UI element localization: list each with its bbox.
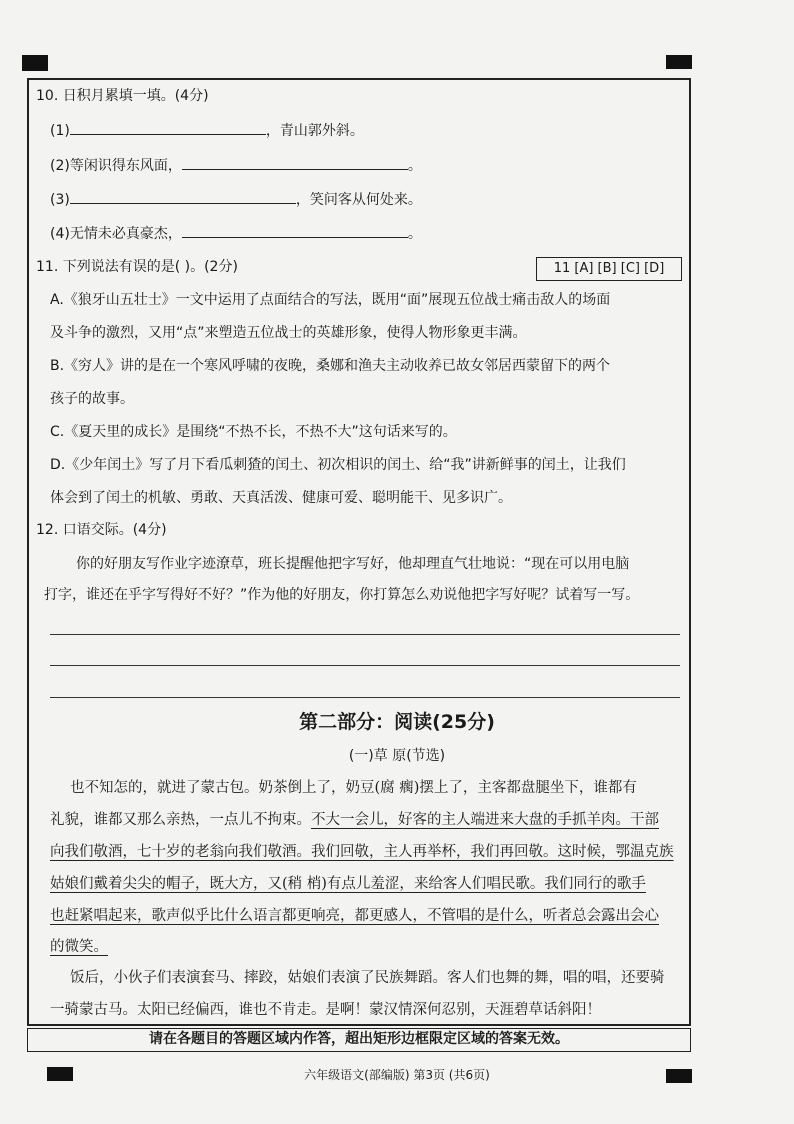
reading-p2-line1: 饭后，小伙子们表演套马、摔跤，姑娘们表演了民族舞蹈。客人们也舞的舞，唱的唱，还要骑 — [70, 970, 665, 986]
q10-item-3-text: ，笑问客从何处来。 — [295, 192, 422, 208]
q11-option-b-line1: B.《穷人》讲的是在一个寒风呼啸的夜晚，桑娜和渔夫主动收养已故女邻居西蒙留下的两个 — [50, 358, 611, 374]
q11-option-b-line2: 孩子的故事。 — [50, 391, 134, 407]
registration-mark-top-right — [666, 55, 692, 69]
q11-option-c: C.《夏天里的成长》是围绕“不热不长，不热不大”这句话来写的。 — [50, 424, 457, 440]
q10-item-2-text: (2)等闲识得东风面， — [50, 158, 182, 174]
q10-item-4 — [50, 223, 422, 244]
q10-item-3-label: (3) — [50, 192, 70, 208]
reading-p1-line5: 也赶紧唱起来，歌声似乎比什么语言都更响亮，都更感人，不管唱的是什么，听者总会露出会心 — [50, 908, 659, 924]
q10-item-4-text: (4)无情未必真豪杰， — [50, 226, 182, 242]
q10-item-3-blank[interactable] — [70, 189, 296, 204]
q10-item-1-blank[interactable] — [70, 120, 266, 135]
section2-title: 第二部分：阅读(25分) — [299, 711, 495, 733]
q10-item-1 — [50, 120, 364, 141]
q10-item-4-blank[interactable] — [182, 223, 408, 238]
q12-heading: 12. 口语交际。(4分) — [36, 522, 167, 538]
q10-heading: 10. 日积月累填一填。(4分) — [36, 88, 209, 104]
reading-p1-line6: 的微笑。 — [50, 939, 108, 955]
q12-answer-line-1[interactable] — [50, 634, 680, 635]
q11-option-d-line1: D.《少年闰土》写了月下看瓜刺猹的闰土、初次相识的闰土、给“我”讲新鲜事的闰土，让我们 — [50, 457, 626, 473]
reading-p1-line3: 向我们敬酒，七十岁的老翁向我们敬酒。我们回敬，主人再举杯，我们再回敬。这时候，鄂温克族 — [50, 844, 674, 860]
q12-prompt-line1: 你的好朋友写作业字迹潦草，班长提醒他把字写好，他却理直气壮地说：“现在可以用电脑 — [76, 556, 630, 572]
reading-p1-line4: 姑娘们戴着尖尖的帽子，既大方，又(稍 梢)有点儿羞涩，来给客人们唱民歌。我们同行的歌手 — [50, 876, 646, 892]
q10-item-1-label: (1) — [50, 123, 70, 139]
q10-item-2-end: 。 — [407, 158, 422, 174]
reading-p1-line2-underlined: 不大一会儿，好客的主人端进来大盘的手抓羊肉。干部 — [311, 812, 659, 828]
q10-item-2-blank[interactable] — [182, 155, 408, 170]
reading-p1-line2 — [50, 810, 659, 830]
q10-item-4-end: 。 — [407, 226, 422, 242]
q12-answer-line-2[interactable] — [50, 665, 680, 666]
q10-item-1-text: ，青山郭外斜。 — [265, 123, 364, 139]
q12-prompt-line2: 打字，谁还在乎字写得好不好？”作为他的好朋友，你打算怎么劝说他把字写好呢？试着写一写。 — [44, 587, 640, 603]
q10-item-3 — [50, 189, 422, 210]
q11-answer-box[interactable]: 11 [A] [B] [C] [D] — [536, 257, 682, 281]
reading-p1-line1: 也不知怎的，就进了蒙古包。奶茶倒上了，奶豆(腐 瘸)摆上了，主客都盘腿坐下，谁都有 — [70, 780, 637, 796]
answer-area-warning: 请在各题目的答题区域内作答，超出矩形边框限定区域的答案无效。 — [27, 1028, 691, 1052]
q11-heading: 11. 下列说法有误的是( )。(2分) — [36, 259, 238, 275]
q11-option-a-line2: 及斗争的激烈，又用“点”来塑造五位战士的英雄形象，使得人物形象更丰满。 — [50, 325, 527, 341]
page-footer: 六年级语文(部编版) 第3页 (共6页) — [304, 1068, 490, 1082]
q11-option-d-line2: 体会到了闰土的机敏、勇敢、天真活泼、健康可爱、聪明能干、见多识广。 — [50, 490, 512, 506]
q11-option-a-line1: A.《狼牙山五壮士》一文中运用了点面结合的写法，既用“面”展现五位战士痛击敌人的场面 — [50, 292, 611, 308]
reading-p1-line2-plain: 礼貌，谁都又那么亲热，一点儿不拘束。 — [50, 812, 311, 828]
reading-passage-title: (一)草 原(节选) — [348, 748, 446, 764]
registration-mark-top-left — [22, 55, 48, 71]
q12-answer-line-3[interactable] — [50, 697, 680, 698]
q10-item-2 — [50, 155, 422, 176]
reading-p2-line2: 一骑蒙古马。太阳已经偏西，谁也不肯走。是啊！蒙汉情深何忍别，天涯碧草话斜阳！ — [50, 1002, 601, 1018]
